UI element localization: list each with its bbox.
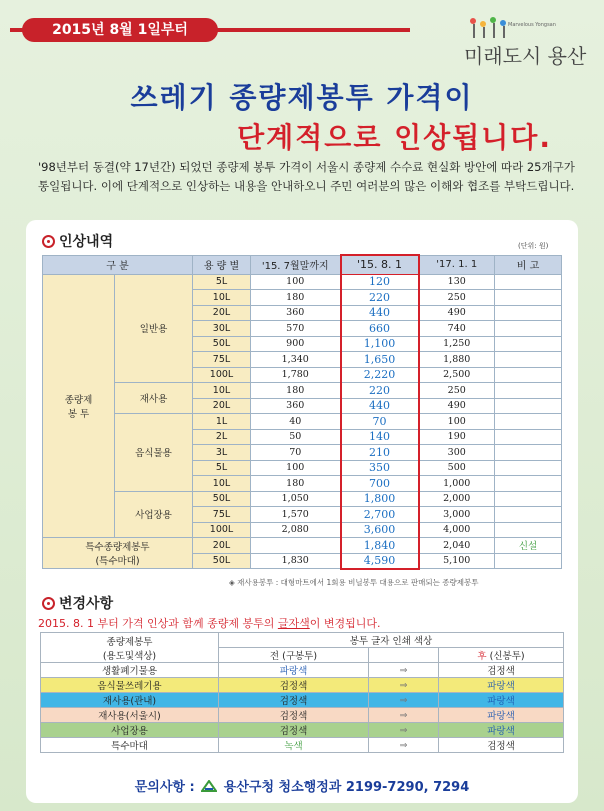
note-cell: 신설 [495,538,562,554]
current-price-cell: 70 [341,414,419,430]
after-color-cell: 파랑색 [439,678,564,693]
color-change-row [41,663,564,678]
next-price-cell: 500 [419,460,495,476]
next-price-cell: 100 [419,414,495,430]
change-notice [38,615,380,631]
price-table-header [43,255,562,274]
header-old-price: '15. 7월말까지 [251,255,341,274]
note-cell [495,274,562,290]
note-cell [495,445,562,461]
next-price-cell: 250 [419,383,495,399]
header-print-color: 봉투 글자 인쇄 색상 [219,633,564,648]
section-title-price-label: 인상내역 [59,234,114,250]
header-after [439,648,564,663]
next-price-cell: 300 [419,445,495,461]
arrow-cell: ⇒ [369,738,439,753]
bag-type-cell: 음식물쓰레기용 [41,678,219,693]
current-price-cell: 4,590 [341,553,419,569]
before-color-cell: 검정색 [219,708,369,723]
note-cell [495,414,562,430]
old-price-cell: 360 [251,305,341,321]
category-reuse: 재사용 [115,383,193,414]
current-price-cell: 1,800 [341,491,419,507]
volume-cell: 20L [193,538,251,554]
old-price-cell: 100 [251,274,341,290]
price-row [43,274,562,290]
old-price-cell: 1,050 [251,491,341,507]
bag-type-cell: 재사용(서울시) [41,708,219,723]
price-row [43,414,562,430]
volume-cell: 20L [193,305,251,321]
old-price-cell: 180 [251,383,341,399]
price-table [42,254,562,570]
old-price-cell: 360 [251,398,341,414]
old-price-cell: 1,780 [251,367,341,383]
volume-cell: 50L [193,553,251,569]
note-cell [495,290,562,306]
volume-cell: 10L [193,476,251,492]
note-cell [495,305,562,321]
current-price-cell: 350 [341,460,419,476]
volume-cell: 75L [193,352,251,368]
old-price-cell: 100 [251,460,341,476]
header-bag-type: 종량제봉투 (용도및색상) [41,633,219,663]
target-icon [42,597,55,610]
section-title-price [42,231,113,251]
bag-type-cell: 사업장용 [41,723,219,738]
note-cell [495,321,562,337]
header-arrow [369,648,439,663]
old-price-cell: 180 [251,290,341,306]
volume-cell: 100L [193,522,251,538]
note-cell [495,507,562,523]
old-price-cell: 1,570 [251,507,341,523]
contact-label: 문의사항 : [134,780,195,795]
intro-paragraph: '98년부터 동결(약 17년간) 되었던 종량제 봉투 가격이 서울시 종량제 수수료 현실화 방안에 따라 25개구가 통일됩니다. 이에 단계적으로 인상하는 내용을 안내하오니 주민 여러분의 많은 이해와 협조를 부탁드립니다. [38,160,575,193]
next-price-cell: 4,000 [419,522,495,538]
before-color-cell: 검정색 [219,678,369,693]
volume-cell: 5L [193,274,251,290]
current-price-cell: 700 [341,476,419,492]
volume-cell: 3L [193,445,251,461]
unit-label: (단위: 원) [518,242,549,250]
before-color-cell: 녹색 [219,738,369,753]
old-price-cell: 70 [251,445,341,461]
header-next-price: '17. 1. 1 [419,255,495,274]
header-category: 구 분 [43,255,193,274]
next-price-cell: 190 [419,429,495,445]
arrow-cell: ⇒ [369,678,439,693]
header-volume: 용 량 별 [193,255,251,274]
color-change-row [41,693,564,708]
old-price-cell: 1,340 [251,352,341,368]
next-price-cell: 1,250 [419,336,495,352]
note-cell [495,460,562,476]
next-price-cell: 2,000 [419,491,495,507]
old-price-cell: 900 [251,336,341,352]
header-before: 전 (구봉투) [219,648,369,663]
category-business: 사업장용 [115,491,193,538]
note-cell [495,522,562,538]
after-color-cell: 검정색 [439,738,564,753]
volume-cell: 2L [193,429,251,445]
current-price-cell: 210 [341,445,419,461]
arrow-cell: ⇒ [369,693,439,708]
contact-dept: 용산구청 청소행정과 [223,780,342,795]
color-change-row [41,723,564,738]
header-current-price: '15. 8. 1 [341,255,419,274]
after-color-cell: 파랑색 [439,693,564,708]
color-change-row [41,738,564,753]
next-price-cell: 2,040 [419,538,495,554]
current-price-cell: 2,700 [341,507,419,523]
price-row [43,538,562,554]
before-color-cell: 파랑색 [219,663,369,678]
color-change-row [41,678,564,693]
volume-cell: 10L [193,290,251,306]
title-line-2: 단계적으로 인상됩니다. [237,121,552,154]
yongsan-logo [462,18,587,70]
next-price-cell: 130 [419,274,495,290]
change-notice-suffix: 이 변경됩니다. [309,617,381,630]
note-cell [495,476,562,492]
header-after-suffix: (신봉투) [486,651,525,662]
current-price-cell: 2,220 [341,367,419,383]
title-line-1: 쓰레기 종량제봉투 가격이 [130,81,474,114]
note-cell [495,553,562,569]
contact-info [0,776,604,795]
next-price-cell: 250 [419,290,495,306]
before-color-cell: 검정색 [219,723,369,738]
bag-type-cell: 재사용(관내) [41,693,219,708]
bag-type-cell: 생활폐기물용 [41,663,219,678]
arrow-cell: ⇒ [369,723,439,738]
group-standard-bag: 종량제 봉 투 [43,274,115,538]
current-price-cell: 440 [341,398,419,414]
note-cell [495,398,562,414]
category-food: 음식물용 [115,414,193,492]
note-cell [495,367,562,383]
current-price-cell: 1,100 [341,336,419,352]
yongsan-mark-icon [201,780,217,792]
volume-cell: 30L [193,321,251,337]
contact-phone: 2199-7290, 7294 [345,780,470,795]
section-title-change-label: 변경사항 [59,596,114,612]
note-cell [495,429,562,445]
change-notice-prefix: 2015. 8. 1 부터 가격 인상과 함께 종량제 봉투의 [38,617,278,630]
before-color-cell: 검정색 [219,693,369,708]
old-price-cell: 2,080 [251,522,341,538]
current-price-cell: 1,650 [341,352,419,368]
current-price-cell: 140 [341,429,419,445]
logo-subtitle: Marvelous Yongsan [508,22,556,28]
current-price-cell: 660 [341,321,419,337]
color-change-row [41,708,564,723]
volume-cell: 50L [193,336,251,352]
date-badge: 2015년 8월 1일부터 [22,18,218,42]
old-price-cell: 1,830 [251,553,341,569]
old-price-cell: 180 [251,476,341,492]
after-color-cell: 파랑색 [439,723,564,738]
logo-name: 미래도시 용산 [464,44,587,68]
volume-cell: 10L [193,383,251,399]
current-price-cell: 220 [341,290,419,306]
old-price-cell [251,538,341,554]
volume-cell: 5L [193,460,251,476]
current-price-cell: 1,840 [341,538,419,554]
volume-cell: 100L [193,367,251,383]
next-price-cell: 490 [419,305,495,321]
header-note: 비 고 [495,255,562,274]
category-general: 일반용 [115,274,193,383]
note-cell [495,336,562,352]
next-price-cell: 1,880 [419,352,495,368]
arrow-cell: ⇒ [369,663,439,678]
volume-cell: 1L [193,414,251,430]
volume-cell: 75L [193,507,251,523]
target-icon [42,235,55,248]
category-special: 특수종량제봉투 (특수마대) [43,538,193,569]
next-price-cell: 1,000 [419,476,495,492]
current-price-cell: 220 [341,383,419,399]
next-price-cell: 2,500 [419,367,495,383]
arrow-cell: ⇒ [369,708,439,723]
section-title-change [42,593,113,613]
current-price-cell: 120 [341,274,419,290]
volume-cell: 20L [193,398,251,414]
next-price-cell: 5,100 [419,553,495,569]
current-price-cell: 3,600 [341,522,419,538]
change-notice-emphasis: 글자색 [277,617,310,630]
next-price-cell: 490 [419,398,495,414]
color-change-table [40,632,564,753]
price-row [43,383,562,399]
after-color-cell: 검정색 [439,663,564,678]
current-price-cell: 440 [341,305,419,321]
bag-type-cell: 특수마대 [41,738,219,753]
next-price-cell: 3,000 [419,507,495,523]
next-price-cell: 740 [419,321,495,337]
note-cell [495,383,562,399]
note-cell [495,352,562,368]
volume-cell: 50L [193,491,251,507]
after-color-cell: 파랑색 [439,708,564,723]
old-price-cell: 40 [251,414,341,430]
old-price-cell: 570 [251,321,341,337]
header-after-emph: 후 [477,651,487,662]
old-price-cell: 50 [251,429,341,445]
footnote: ◈ 재사용봉투 : 대형마트에서 1회용 비닐봉투 대용으로 판매되는 종량제봉투 [229,578,479,587]
price-row [43,491,562,507]
note-cell [495,491,562,507]
